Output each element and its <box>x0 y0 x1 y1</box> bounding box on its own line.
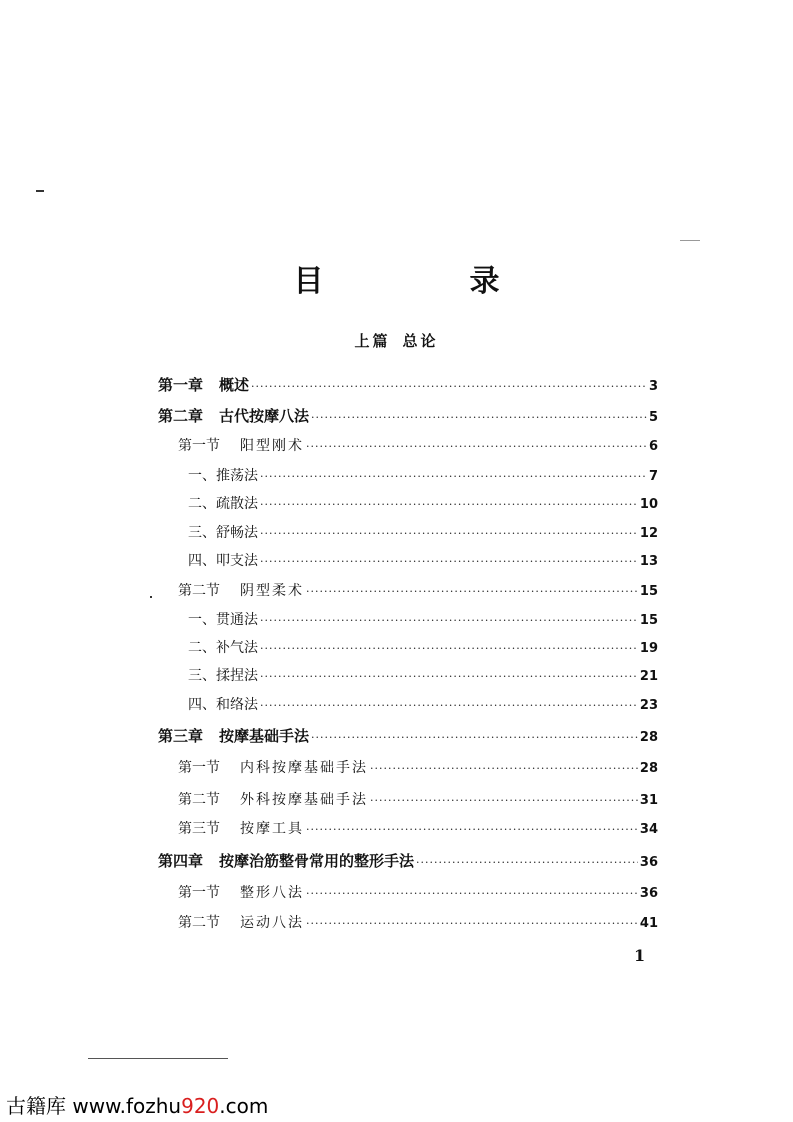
scan-speck <box>36 190 44 192</box>
toc-entry[interactable] <box>188 609 658 631</box>
toc-entry[interactable] <box>188 637 658 659</box>
toc-page: 15 <box>639 613 658 628</box>
leader-dots <box>306 581 638 603</box>
toc-number: 四、 <box>188 553 216 569</box>
leader-dots <box>260 638 638 660</box>
toc-page: 15 <box>639 584 658 599</box>
toc-page: 36 <box>639 855 658 870</box>
watermark-url-suffix: .com <box>219 1094 269 1118</box>
toc-number: 一、 <box>188 612 216 628</box>
toc-number: 二、 <box>188 640 216 656</box>
leader-dots <box>370 790 638 812</box>
leader-dots <box>260 695 638 717</box>
toc-page: 3 <box>648 379 658 394</box>
toc-number: 第二章 <box>158 407 204 425</box>
watermark-site-name: 古籍库 <box>6 1094 66 1118</box>
toc-page: 10 <box>639 497 658 512</box>
toc-entry[interactable] <box>158 725 658 747</box>
toc-entry[interactable] <box>158 374 658 396</box>
toc-entry[interactable] <box>178 435 658 457</box>
toc-entry[interactable] <box>178 818 658 840</box>
toc-number: 第三节 <box>178 821 220 837</box>
toc-number: 三、 <box>188 668 216 684</box>
toc-title: 整形八法 <box>240 885 304 901</box>
toc-entry[interactable] <box>188 550 658 572</box>
toc-entry[interactable] <box>188 694 658 716</box>
page-number: 1 <box>634 946 646 965</box>
leader-dots <box>311 727 638 749</box>
toc-number: 三、 <box>188 525 216 541</box>
watermark-url[interactable] <box>72 1094 268 1118</box>
watermark-url-number: 920 <box>181 1094 220 1118</box>
toc-title: 按摩基础手法 <box>219 727 310 745</box>
toc-entry[interactable] <box>178 912 658 934</box>
toc-title: 概述 <box>219 376 250 394</box>
part-name: 总论 <box>402 332 439 350</box>
toc-page: 23 <box>639 698 658 713</box>
toc-title: 贯通法 <box>216 612 258 628</box>
toc-number: 二、 <box>188 496 216 512</box>
toc-page: 41 <box>639 916 658 931</box>
toc-title: 和络法 <box>216 697 258 713</box>
toc-number: 第二节 <box>178 792 220 808</box>
toc-title: 揉捏法 <box>216 668 258 684</box>
toc-entry[interactable] <box>178 757 658 779</box>
bottom-rule <box>88 1058 228 1059</box>
toc-number: 第二节 <box>178 915 220 931</box>
leader-dots <box>416 852 638 874</box>
leader-dots <box>260 666 638 688</box>
leader-dots <box>306 883 638 905</box>
toc-number: 第二节 <box>178 583 220 599</box>
toc-title: 阴型柔术 <box>240 583 304 599</box>
toc-entry[interactable] <box>178 580 658 602</box>
toc-page: 36 <box>639 886 658 901</box>
toc-number: 第一节 <box>178 760 220 776</box>
leader-dots <box>370 758 638 780</box>
page-title: 目 录 <box>293 264 558 299</box>
toc-title: 叩支法 <box>216 553 258 569</box>
leader-dots <box>260 551 638 573</box>
leader-dots <box>260 466 647 488</box>
toc-title: 运动八法 <box>240 915 304 931</box>
toc-title: 古代按摩八法 <box>219 407 310 425</box>
toc-page: 12 <box>639 526 658 541</box>
toc-entry[interactable] <box>188 493 658 515</box>
watermark <box>6 1090 268 1119</box>
toc-number: 第三章 <box>158 727 204 745</box>
toc-entry[interactable] <box>188 522 658 544</box>
toc-title: 推荡法 <box>216 468 258 484</box>
toc-page: 21 <box>639 669 658 684</box>
toc-page: 28 <box>639 730 658 745</box>
scan-speck <box>680 240 700 241</box>
toc-page: 5 <box>648 410 658 425</box>
toc-page: 7 <box>648 469 658 484</box>
toc-page: 19 <box>639 641 658 656</box>
toc-title: 舒畅法 <box>216 525 258 541</box>
toc-page: 13 <box>639 554 658 569</box>
toc-title: 疏散法 <box>216 496 258 512</box>
leader-dots <box>306 436 647 458</box>
toc-title: 按摩治筋整骨常用的整形手法 <box>219 852 415 870</box>
toc-entry[interactable] <box>158 850 658 872</box>
toc-number: 一、 <box>188 468 216 484</box>
leader-dots <box>260 610 638 632</box>
toc-number: 第一节 <box>178 885 220 901</box>
leader-dots <box>306 913 638 935</box>
toc-number: 第一章 <box>158 376 204 394</box>
toc-title: 补气法 <box>216 640 258 656</box>
toc-page: 34 <box>639 822 658 837</box>
watermark-url-prefix: www.fozhu <box>72 1094 182 1118</box>
toc-entry[interactable] <box>178 882 658 904</box>
toc-page: 31 <box>639 793 658 808</box>
toc-entry[interactable] <box>178 789 658 811</box>
toc-page: 28 <box>639 761 658 776</box>
leader-dots <box>311 407 647 429</box>
toc-title: 按摩工具 <box>240 821 304 837</box>
toc-title: 外科按摩基础手法 <box>240 792 368 808</box>
leader-dots <box>306 819 638 841</box>
part-label: 上篇 <box>354 332 391 350</box>
toc-title: 内科按摩基础手法 <box>240 760 368 776</box>
toc-entry[interactable] <box>188 665 658 687</box>
leader-dots <box>251 376 647 398</box>
toc-number: 第四章 <box>158 852 204 870</box>
toc-page: 6 <box>648 439 658 454</box>
scan-speck <box>150 596 152 598</box>
leader-dots <box>260 523 638 545</box>
toc-number: 第一节 <box>178 438 220 454</box>
leader-dots <box>260 494 638 516</box>
toc-number: 四、 <box>188 697 216 713</box>
toc-entry[interactable] <box>188 465 658 487</box>
toc-title: 阳型刚术 <box>240 438 304 454</box>
toc-entry[interactable] <box>158 405 658 427</box>
